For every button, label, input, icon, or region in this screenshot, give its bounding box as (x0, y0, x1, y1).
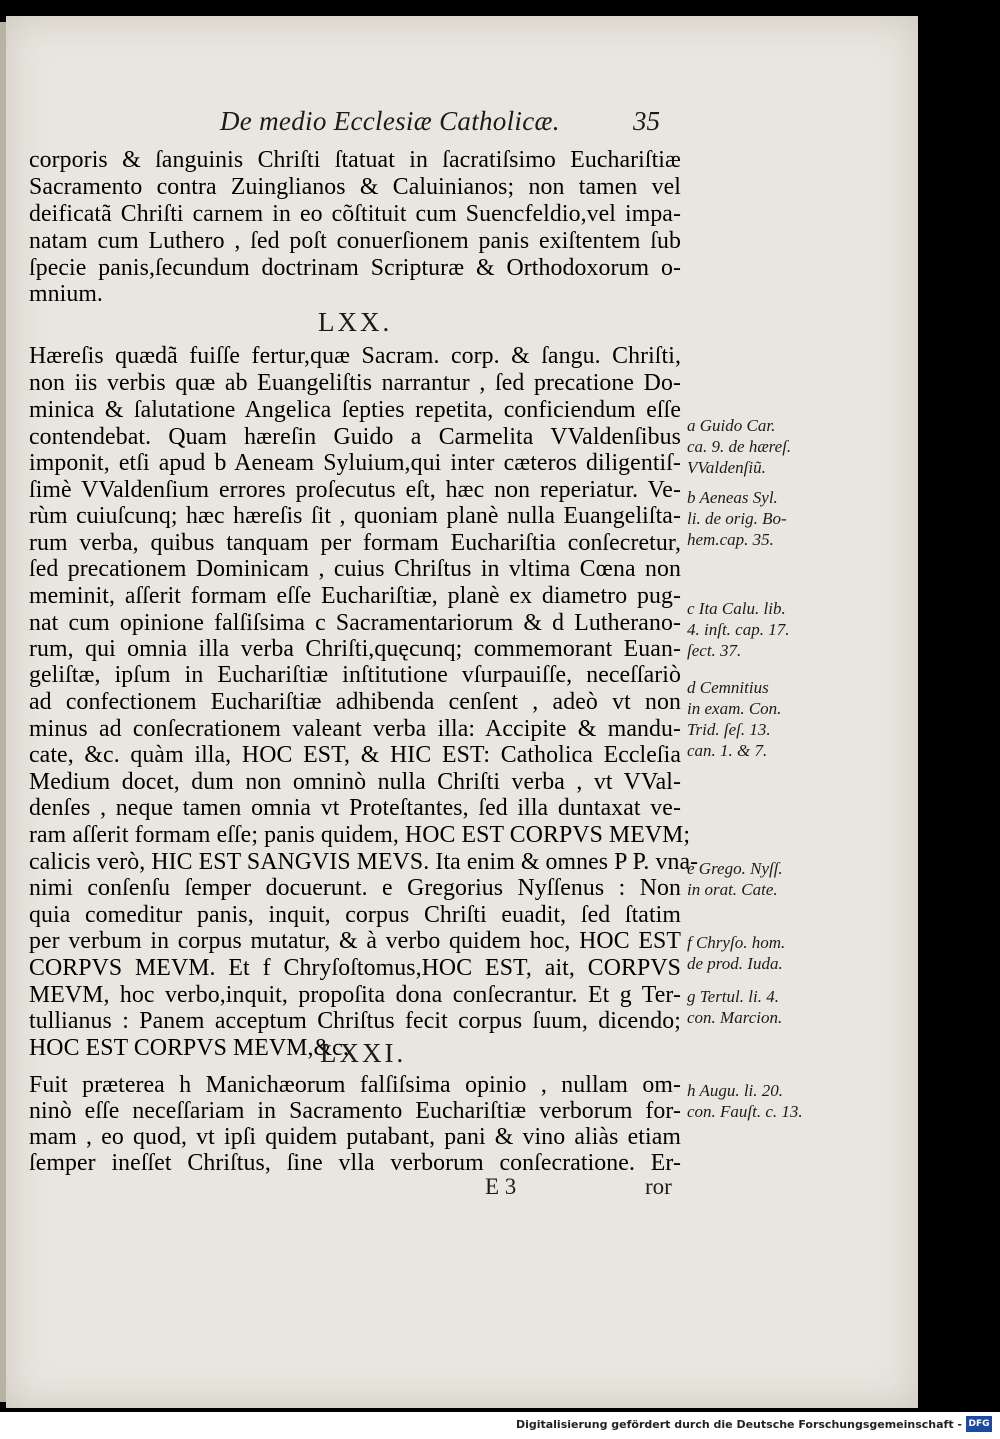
signature-mark: E 3 (485, 1174, 517, 1199)
text-line: nimi conſenſu ſemper docuerunt. e Gregorius Nyſſenus : Non (29, 875, 681, 901)
text-line: non iis verbis quæ ab Euangeliſtis narrantur , ſed precatione Do- (29, 370, 681, 396)
text-line: quia comeditur panis, inquit, corpus Chriſti euadit, ſed ſtatim (29, 902, 681, 928)
marginal-note-e (687, 858, 827, 900)
note-line: h Augu. li. 20. (687, 1081, 784, 1100)
digitization-footer (0, 1412, 1000, 1439)
note-line: b Aeneas Syl. (687, 488, 778, 507)
text-line: Fuit præterea h Manichæorum falſiſsima opinio , nullam om- (29, 1072, 681, 1098)
text-line: HOC EST CORPVS MEVM,&c. (29, 1035, 349, 1061)
note-line: a Guido Car. (687, 416, 776, 435)
text-line: mnium. (29, 281, 103, 307)
note-line: e Grego. Nyſſ. (687, 859, 783, 878)
running-head: De medio Ecclesiæ Catholicæ. (220, 106, 560, 136)
section-heading-lxxi: LXXI. (320, 1038, 407, 1068)
marginal-note-a (687, 415, 827, 478)
section-heading-lxx: LXX. (318, 307, 393, 337)
text-line: MEVM, hoc verbo,inquit, propoſita dona conſecrantur. Et g Ter- (29, 982, 681, 1008)
text-line: nat cum opinione falſiſsima c Sacramentariorum & d Lutherano- (29, 610, 681, 636)
note-line: ſect. 37. (687, 641, 742, 660)
note-line: hem.cap. 35. (687, 530, 774, 549)
note-line: Trid. ſeſ. 13. (687, 720, 771, 739)
text-line: ram aſſerit formam eſſe; panis quidem, HOC EST CORPVS MEVM; (29, 822, 691, 848)
text-line: Medium docet, dum non omninò nulla Chriſti verba , vt VVal- (29, 769, 681, 795)
note-line: de prod. Iuda. (687, 954, 783, 973)
text-line: minica & ſalutatione Angelica ſepties repetita, conficiendum eſſe (29, 397, 681, 423)
marginal-note-b (687, 487, 827, 550)
marginal-note-h (687, 1080, 827, 1122)
text-line: imponit, etſi apud b Aeneam Syluium,qui inter cæteros diligentiſ- (29, 450, 681, 476)
text-line: tullianus : Panem acceptum Chriſtus fecit corpus ſuum, dicendo; (29, 1008, 681, 1034)
text-line: meminit, aſſerit formam eſſe Euchariſtiæ, planè ex diametro pug- (29, 583, 681, 609)
marginal-note-c (687, 598, 827, 661)
text-line: ſimè VValdenſium errores proſecutus eſt, hæc non reperiatur. Ve- (29, 477, 681, 503)
text-line: rum verba, quibus tanquam per formam Euchariſtia conſecretur, (29, 530, 681, 556)
note-line: in exam. Con. (687, 699, 782, 718)
text-line: rum, qui omnia illa verba Chriſti,quęcunq; commemorant Euan- (29, 636, 681, 662)
text-line: ſed precationem Dominicam , cuius Chriſtus in vltima Cœna non (29, 556, 681, 582)
text-line: minus ad conſecrationem valeant verba illa: Accipite & mandu- (29, 716, 681, 742)
note-line: ca. 9. de hæreſ. (687, 437, 792, 456)
note-line: con. Marcion. (687, 1008, 783, 1027)
text-line: Hæreſis quædã fuiſſe fertur,quæ Sacram. corp. & ſangu. Chriſti, (29, 343, 681, 369)
note-line: con. Fauſt. c. 13. (687, 1102, 803, 1121)
marginal-note-d (687, 677, 827, 761)
footer-credit: Digitalisierung gefördert durch die Deutsche Forschungsgemeinschaft - (515, 1418, 962, 1431)
text-line: denſes , neque tamen omnia vt Proteſtantes, ſed illa duntaxat ve- (29, 795, 681, 821)
dfg-logo-icon: DFG (966, 1416, 992, 1432)
text-line: rùm cuiuſcunq; hæc hæreſis ſit , quoniam planè nulla Euangeliſta- (29, 503, 681, 529)
text-line: corporis & ſanguinis Chriſti ſtatuat in ſacratiſsimo Euchariſtiæ (29, 147, 681, 173)
text-line: cate, &c. quàm illa, HOC EST, & HIC EST: Catholica Eccleſia (29, 742, 681, 768)
text-line: Sacramento contra Zuinglianos & Caluinianos; non tamen vel (29, 174, 681, 200)
text-line: per verbum in corpus mutatur, & à verbo quidem hoc, HOC EST (29, 928, 681, 954)
text-line: CORPVS MEVM. Et f Chryſoſtomus,HOC EST, ait, CORPVS (29, 955, 681, 981)
note-line: f Chryſo. hom. (687, 933, 786, 952)
text-line: ſpecie panis,ſecundum doctrinam Scripturæ & Orthodoxorum o- (29, 255, 681, 281)
text-line: natam cum Luthero , ſed poſt conuerſionem panis exiſtentem ſub (29, 228, 681, 254)
marginal-note-g (687, 986, 827, 1028)
note-line: can. 1. & 7. (687, 741, 768, 760)
note-line: d Cemnitius (687, 678, 769, 697)
note-line: 4. inſt. cap. 17. (687, 620, 790, 639)
note-line: in orat. Cate. (687, 880, 778, 899)
text-line: calicis verò, HIC EST SANGVIS MEVS. Ita enim & omnes P P. vna- (29, 849, 699, 875)
text-line: ſemper ineſſet Chriſtus, ſine vlla verborum conſecratione. Er- (29, 1150, 681, 1176)
text-line: mam , eo quod, vt ipſi quidem putabant, pani & vino aliàs etiam (29, 1124, 681, 1150)
note-line: li. de orig. Bo- (687, 509, 787, 528)
text-line: ad confectionem Euchariſtiæ adhibenda cenſent , adeò vt non (29, 689, 681, 715)
note-line: g Tertul. li. 4. (687, 987, 779, 1006)
page-number: 35 (633, 106, 660, 136)
text-line: contendebat. Quam hæreſin Guido a Carmelita VValdenſibus (29, 424, 681, 450)
note-line: VValdenſiũ. (687, 458, 766, 477)
catchword: ror (645, 1174, 672, 1199)
note-line: c Ita Calu. lib. (687, 599, 786, 618)
text-line: ninò eſſe neceſſariam in Sacramento Euchariſtiæ verborum for- (29, 1098, 681, 1124)
text-line: deificatã Chriſti carnem in eo cõſtituit cum Suencfeldio,vel impa- (29, 201, 681, 227)
text-line: geliſtæ, ipſum in Euchariſtiæ inſtitutione vſurpauiſſe, neceſſariò (29, 662, 681, 688)
marginal-note-f (687, 932, 827, 974)
